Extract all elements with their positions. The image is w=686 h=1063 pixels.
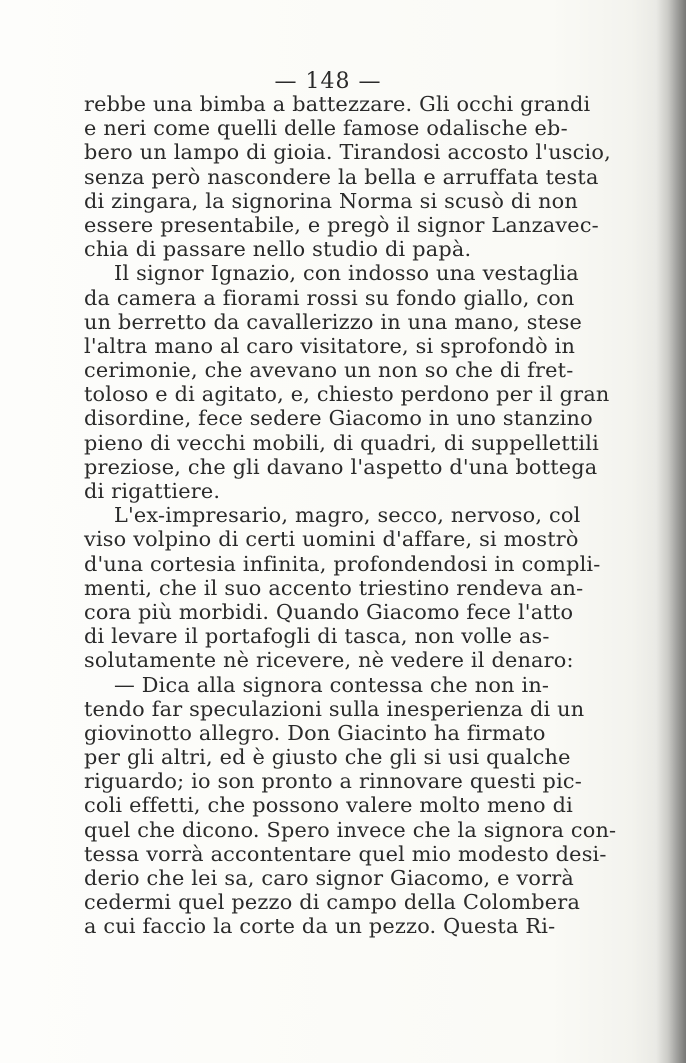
- text-line: di rigattiere.: [84, 479, 221, 503]
- text-line: cora più morbidi. Quando Giacomo fece l'atto: [84, 599, 574, 624]
- text-line: pieno di vecchi mobili, di quadri, di suppellettili: [84, 430, 599, 455]
- text-line: cerimonie, che avevano un non so che di fret-: [84, 358, 574, 383]
- text-line: Il signor Ignazio, con indosso una vestaglia: [114, 261, 579, 286]
- text-line: senza però nascondere la bella e arruffata testa: [84, 164, 599, 189]
- text-line: chia di passare nello studio di papà.: [84, 237, 472, 262]
- text-line: d'una cortesia infinita, profondendosi in compli-: [84, 551, 601, 576]
- text-line: da camera a fiorami rossi su fondo giallo, con: [84, 285, 575, 310]
- text-line: toloso e di agitato, e, chiesto perdono per il gran: [84, 382, 610, 407]
- text-line: cedermi quel pezzo di campo della Colombera: [84, 890, 581, 915]
- page-number-header: — 148 —: [274, 69, 382, 94]
- page-spine-shadow: [656, 0, 686, 1063]
- text-line: derio che lei sa, caro signor Giacomo, e vorrà: [84, 866, 575, 890]
- text-line: di levare il portafogli di tasca, non volle as-: [84, 624, 550, 649]
- text-line: tendo far speculazioni sulla inesperienza di un: [84, 696, 585, 721]
- text-line: preziose, che gli davano l'aspetto d'una bottega: [84, 454, 598, 479]
- text-line: menti, che il suo accento triestino rendeva an-: [84, 575, 584, 600]
- text-line: un berretto da cavallerizzo in una mano, stese: [84, 309, 583, 334]
- text-line: L'ex-impresario, magro, secco, nervoso, col: [114, 503, 581, 528]
- text-line: a cui faccio la corte da un pezzo. Questa Ri-: [84, 914, 556, 939]
- text-line: di zingara, la signorina Norma si scusò di non: [84, 188, 578, 213]
- text-line: l'altra mano al caro visitatore, si sprofondò in: [84, 333, 576, 358]
- text-line: giovinotto allegro. Don Giacinto ha firmato: [84, 720, 546, 745]
- body-text: [84, 92, 617, 939]
- text-line: bero un lampo di gioia. Tirandosi accosto l'uscio,: [84, 140, 611, 165]
- text-line: coli effetti, che possono valere molto meno di: [84, 793, 573, 818]
- text-line: riguardo; io son pronto a rinnovare questi pic-: [84, 769, 582, 794]
- text-line: tessa vorrà accontentare quel mio modesto desi-: [84, 841, 607, 866]
- text-line: quel che dicono. Spero invece che la signora con-: [84, 817, 617, 842]
- text-line: disordine, fece sedere Giacomo in uno stanzino: [84, 406, 593, 431]
- text-line: e neri come quelli delle famose odalische eb-: [84, 116, 568, 141]
- text-line: per gli altri, ed è giusto che gli si usi qualche: [84, 745, 571, 770]
- text-line: rebbe una bimba a battezzare. Gli occhi grandi: [84, 92, 591, 116]
- text-line: — Dica alla signora contessa che non in-: [114, 672, 550, 697]
- text-line: essere presentabile, e pregò il signor Lanzavec-: [84, 212, 599, 237]
- text-line: viso volpino di certi uomini d'affare, si mostrò: [84, 527, 579, 552]
- text-line: solutamente nè ricevere, nè vedere il denaro:: [84, 648, 574, 673]
